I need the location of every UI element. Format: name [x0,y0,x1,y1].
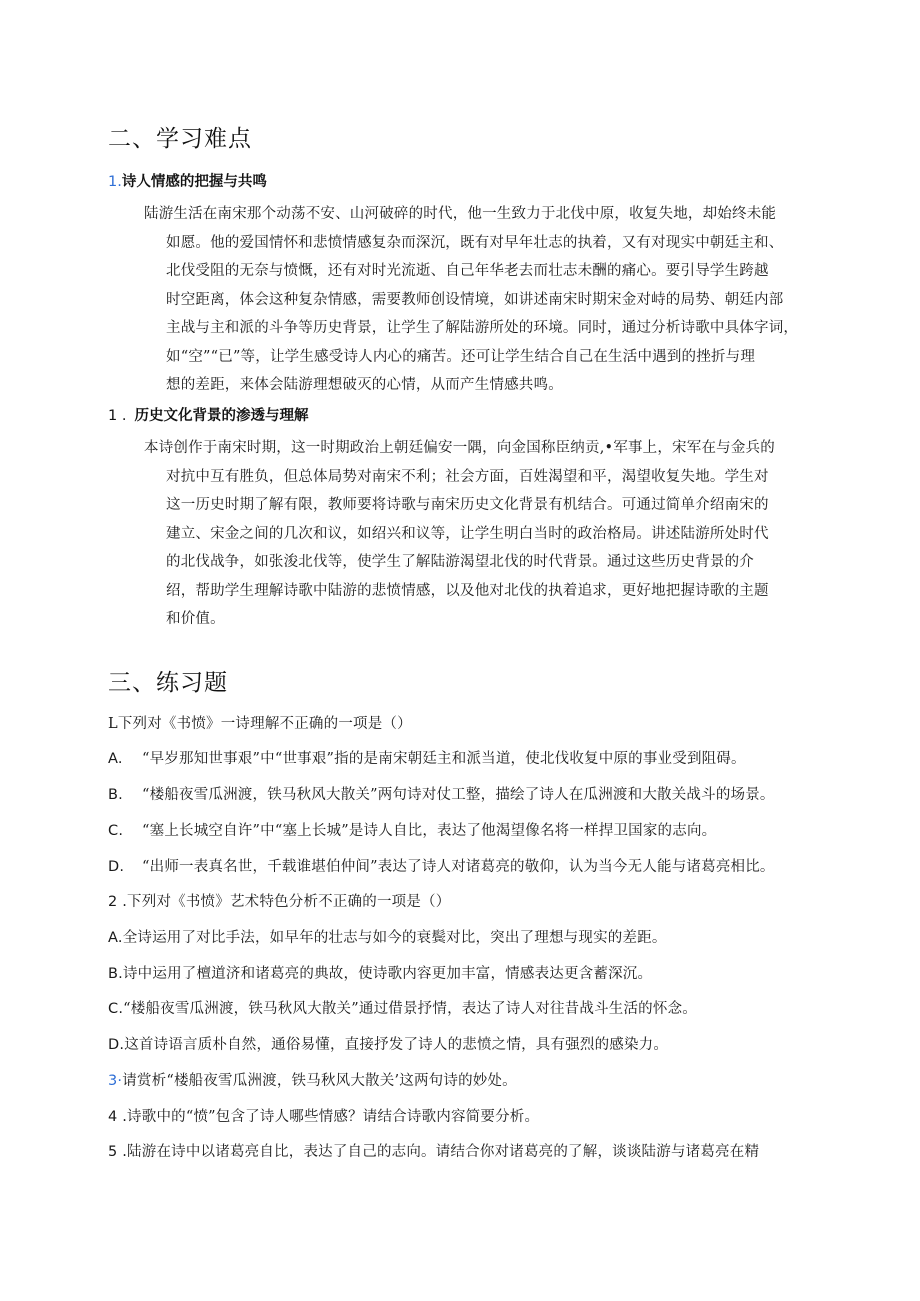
question-3 [108,1069,517,1090]
option-label: A. [108,751,123,767]
question-text: 请赏析“楼船夜雪瓜洲渡，铁马秋风大散关’这两句诗的妙处。 [122,1073,517,1089]
question-text: .下列对《书愤》艺术特色分析不正确的一项是（） [117,894,451,910]
option-text: “塞上长城空自许”中“塞上长城”是诗人自比，表达了他渴望像名将一样捍卫国家的志向。 [142,823,717,839]
item-2-paragraph [144,434,775,634]
option-label: A. [108,930,123,946]
option-text: 全诗运用了对比手法，如早年的壮志与如今的衰鬓对比，突出了理想与现实的差距。 [122,930,667,946]
paragraph-line: 和价值。 [166,611,225,627]
paragraph-line: 时空距离，体会这种复杂情感，需要教师创设情境，如讲述南宋时期宋金对峙的局势、朝廷内部 [166,291,784,308]
option-text: 诗中运用了檀道济和诸葛亮的典故，使诗歌内容更加丰富，情感表达更含蓄深沉。 [122,966,653,982]
item-2-number: 1 . [108,408,127,424]
item-1-title: 诗人情感的把握与共鸣 [121,174,267,190]
paragraph-line: 本诗创作于南宋时期，这一时期政治上朝廷偏安一隅，向金国称臣纳贡,•军事上，宋军在与金兵的 [144,440,775,456]
question-1-option-a [108,747,746,768]
item-1-heading [108,170,267,191]
option-text: “楼船夜雪瓜洲渡，铁马秋风大散关”两句诗对仗工整，描绘了诗人在瓜洲渡和大散关战斗的场景。 [142,787,775,803]
option-text: 这首诗语言质朴自然，通俗易懂，直接抒发了诗人的悲愤之情，具有强烈的感染力。 [124,1037,669,1053]
question-5 [108,1140,759,1161]
paragraph-line: 陆游生活在南宋那个动荡不安、山河破碎的时代，他一生致力于北伐中原，收复失地，却始终未能 [144,206,777,222]
question-text: .诗歌中的“愤”包含了诗人哪些情感？请结合诗歌内容简要分析。 [117,1109,540,1125]
paragraph-line: 的北伐战争，如张浚北伐等，使学生了解陆游渴望北伐的时代背景。通过这些历史背景的介 [166,554,754,570]
question-number: 3· [108,1073,123,1089]
paragraph-line: 对抗中互有胜负，但总体局势对南宋不利；社会方面，百姓渴望和平，渴望收复失地。学生对 [166,468,769,485]
question-2-option-d [108,1033,668,1054]
item-1-number: 1. [108,174,122,190]
question-1-option-d [108,855,775,876]
option-label: B. [108,966,123,982]
question-1-option-c [108,819,716,840]
question-2-option-c [108,997,697,1018]
question-number: 2 [108,894,118,910]
question-1-stem: L下列对《书愤》一诗理解不正确的一项是（） [108,716,412,732]
paragraph-line: 想的差距，来体会陆游理想破灭的心情，从而产生情感共鸣。 [166,377,563,393]
option-text: “楼船夜雪瓜洲渡，铁马秋风大散关”通过借景抒情，表达了诗人对往昔战斗生活的怀念。 [123,1001,697,1017]
question-4 [108,1105,539,1126]
question-1-option-b [108,783,775,804]
option-text: “早岁那知世事艰”中“世事艰”指的是南宋朝廷主和派当道，使北伐收复中原的事业受到阻碍。 [142,751,746,767]
paragraph-line: 这一历史时期了解有限，教师要将诗歌与南宋历史文化背景有机结合。可通过简单介绍南宋的 [166,497,769,513]
paragraph-line: 北伐受阻的无奈与愤慨，还有对时光流逝、自己年华老去而壮志未酬的痛心。要引导学生跨越 [166,263,769,279]
question-number: 5 [108,1144,118,1160]
option-label: D. [108,859,125,875]
paragraph-line: 如愿。他的爱国情怀和悲愤情感复杂而深沉，既有对早年壮志的执着，又有对现实中朝廷主和、 [166,234,784,251]
question-2-stem [108,890,450,911]
question-2-option-b [108,962,652,983]
question-text: .陆游在诗中以诸葛亮自比，表达了自己的志向。请结合你对诸葛亮的了解，谈谈陆游与诸葛亮在精 [117,1144,760,1160]
section-3-heading: 三、练习题 [108,670,228,696]
section-2-heading: 二、学习难点 [108,126,252,152]
item-2-title: 历史文化背景的渗透与理解 [134,408,309,424]
option-label: D. [108,1037,125,1053]
item-1-paragraph [144,200,798,400]
paragraph-line: 建立、宋金之间的几次和议，如绍兴和议等，让学生明白当时的政治格局。讲述陆游所处时代 [166,525,769,542]
paragraph-line: 主战与主和派的斗争等历史背景，让学生了解陆游所处的环境。同时，通过分析诗歌中具体字词， [166,320,799,336]
paragraph-line: 绍，帮助学生理解诗歌中陆游的悲愤情感，以及他对北伐的执着追求，更好地把握诗歌的主题 [166,582,769,599]
option-text: “出师一表真名世，千载谁堪伯仲间”表达了诗人对诸葛亮的敬仰，认为当今无人能与诸葛亮相比。 [142,859,775,875]
option-label: B. [108,787,123,803]
option-label: C. [108,823,124,839]
item-2-heading [108,404,308,425]
question-2-option-a [108,926,667,947]
paragraph-line: 如“空”“已”等，让学生感受诗人内心的痛苦。还可让学生结合自己在生活中遇到的挫折与理 [166,348,756,365]
question-number: 4 [108,1109,118,1125]
option-label: C. [108,1001,124,1017]
